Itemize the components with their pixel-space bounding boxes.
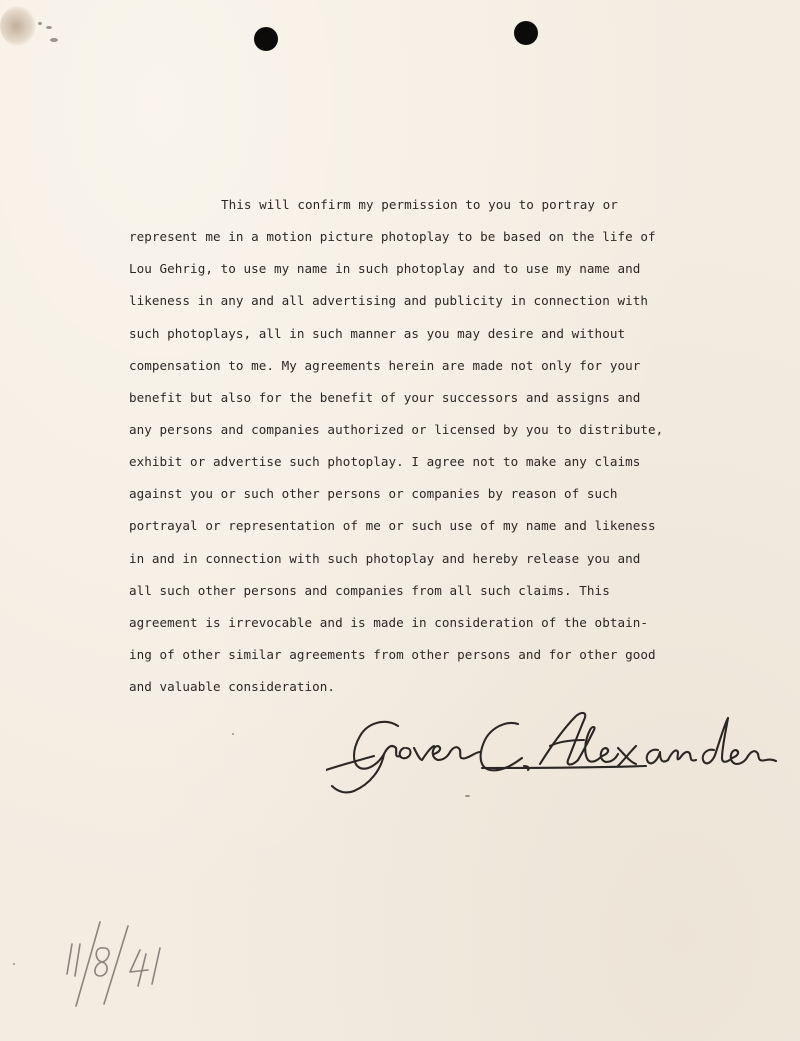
letter-body [129,189,689,703]
paper-speck [38,22,42,25]
letter-line: portrayal or representation of me or such use of my name and likeness [129,518,656,534]
letter-line: ing of other similar agreements from other persons and for other good [129,646,656,662]
letter-line: This will confirm my permission to you to portray or [221,197,618,212]
letter-line: Lou Gehrig, to use my name in such photoplay and to use my name and [129,261,641,277]
paper-speck [46,26,52,29]
letter-line: and valuable consideration. [129,679,336,695]
letter-line: such photoplays, all in such manner as you may desire and without [129,325,626,341]
paper-speck [232,733,234,735]
letter-line: in and in connection with such photoplay and hereby release you and [129,550,641,566]
letter-line: exhibit or advertise such photoplay. I agree not to make any claims [129,454,641,470]
letter-line: against you or such other persons or companies by reason of such [129,486,618,502]
paper-speck [13,963,15,965]
letter-line: represent me in a motion picture photoplay to be based on the life of [129,229,656,245]
paper-speck [50,38,58,42]
punch-hole-left [254,27,278,51]
paper-stain [0,6,36,46]
letter-line: any persons and companies authorized or licensed by you to distribute, [129,421,664,437]
letter-line: all such other persons and companies from all such claims. This [129,582,610,598]
letter-line: compensation to me. My agreements herein are made not only for your [129,357,641,373]
pencil-date-note [62,918,172,1010]
letter-line: benefit but also for the benefit of your successors and assigns and [129,389,641,405]
letter-line: agreement is irrevocable and is made in consideration of the obtain- [129,614,648,630]
punch-hole-right [514,21,538,45]
handwritten-signature [326,708,778,803]
letter-line: likeness in any and all advertising and publicity in connection with [129,293,648,309]
